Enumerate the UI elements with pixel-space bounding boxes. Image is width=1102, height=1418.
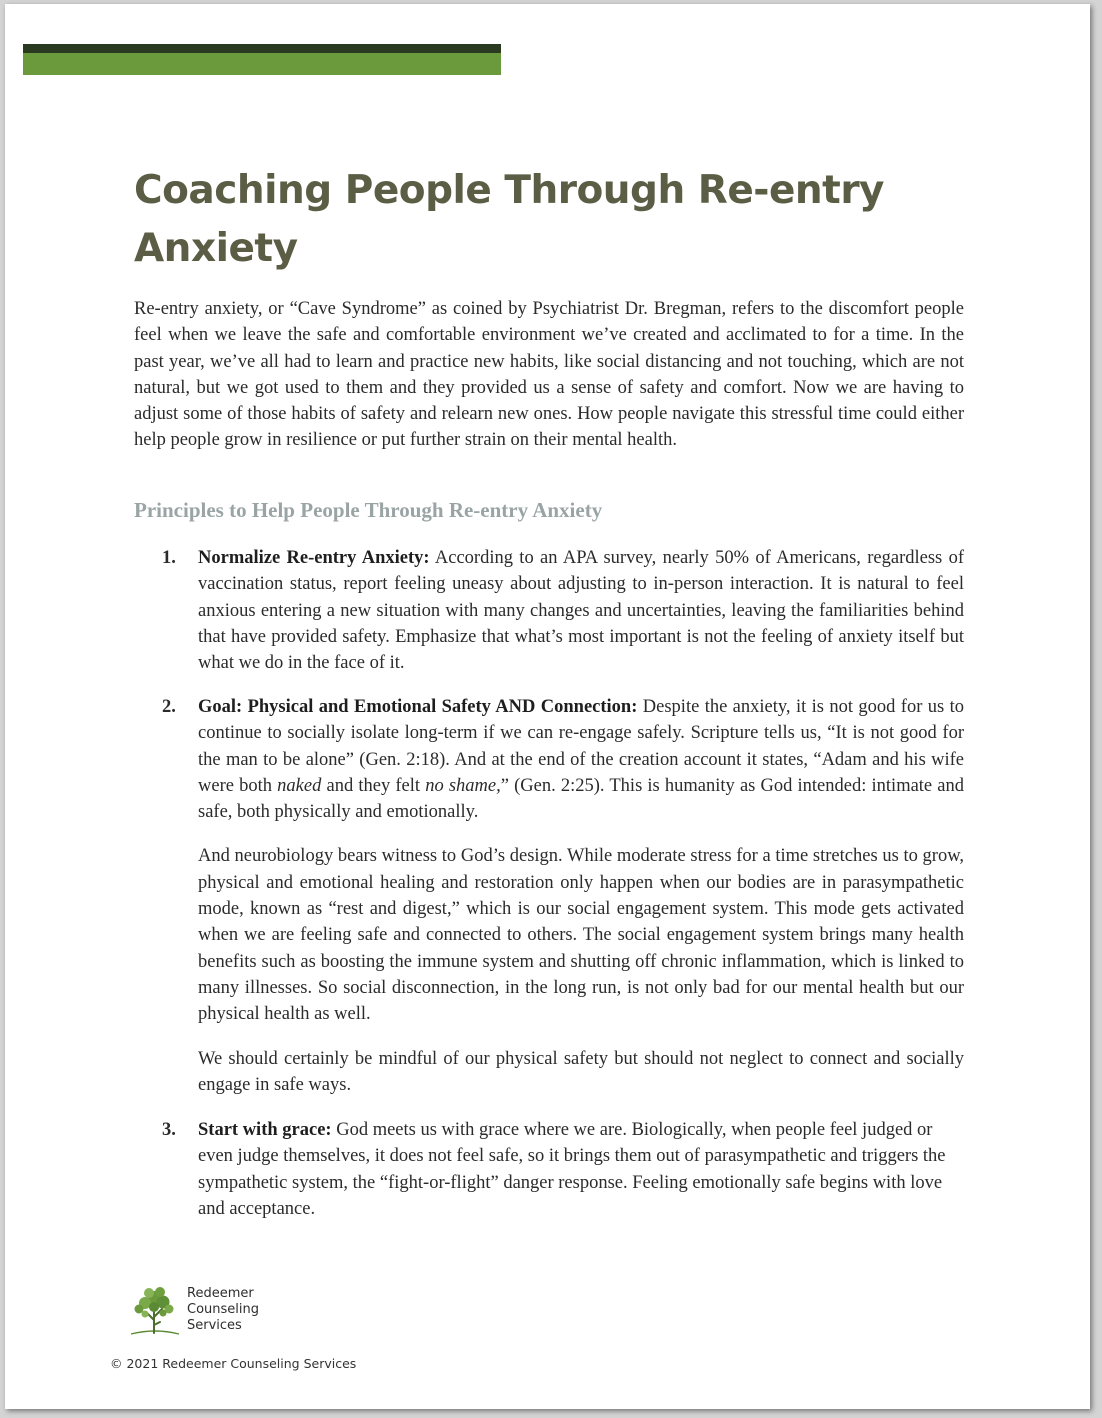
document-page <box>5 4 1090 1409</box>
header-bar-green <box>23 53 501 75</box>
principle-text: Despite the anxiety, it is not good for us to continue to socially isolate long-term if we can re-engage safely. Scripture tells us, “It is not good for the man to be alone” (Gen. 2:18). And at the end of the creation account it states, “Adam and his wife were both <box>198 697 964 796</box>
copyright-notice: © 2021 Redeemer Counseling Services <box>110 1356 357 1371</box>
principle-number: 2. <box>162 697 176 717</box>
logo-line: Counseling <box>187 1302 259 1317</box>
scripture-emphasis: no shame, <box>425 775 501 796</box>
page-title: Coaching People Through Re-entry Anxiety <box>134 168 884 271</box>
principle-item-3 <box>162 1117 964 1222</box>
principle-paragraph <box>198 1117 964 1222</box>
tree-icon <box>125 1282 183 1340</box>
logo-line: Redeemer <box>187 1286 254 1301</box>
principle-heading: Start with grace: <box>198 1120 332 1140</box>
principle-paragraph <box>198 545 964 676</box>
principle-number: 1. <box>162 548 176 568</box>
logo-wordmark <box>187 1286 259 1334</box>
neurobiology-paragraph: And neurobiology bears witness to God’s design. While moderate stress for a time stretches us to grow, physical and emotional healing and restoration only happen when our bodies are in parasympathetic mode, known as “rest and digest,” which is our social engagement system. This mode gets activated when we are feeling safe and connected to others. The social engagement system brings many health benefits such as boosting the immune system and shutting off chronic inflammation, which is linked to many illnesses. So social disconnection, in the long run, is not only bad for our mental health but our physical health as well. <box>198 846 964 1025</box>
principle-text: God meets us with grace where we are. Biologically, when people feel judged or even judge themselves, it does not feel safe, so it brings them out of parasympathetic and triggers the sympathetic system, the “fight-or-flight” danger response. Feeling emotionally safe begins with love and acceptance. <box>198 1120 946 1219</box>
principle-number: 3. <box>162 1120 176 1140</box>
section-heading: Principles to Help People Through Re-entry Anxiety <box>134 498 603 522</box>
header-bar-dark <box>23 44 501 53</box>
principle-heading: Goal: Physical and Emotional Safety AND Connection: <box>198 697 638 717</box>
principle-text: and they felt <box>321 775 426 796</box>
safety-paragraph: We should certainly be mindful of our physical safety but should not neglect to connect and socially engage in safe ways. <box>198 1048 964 1095</box>
principle-heading: Normalize Re-entry Anxiety: <box>198 548 430 568</box>
logo-line: Services <box>187 1318 242 1333</box>
principle-paragraph <box>198 694 964 825</box>
company-logo <box>125 1282 285 1340</box>
principle-item-1 <box>162 545 964 676</box>
scripture-emphasis: naked <box>277 775 322 796</box>
principle-text: ” (Gen. 2:25). This is humanity as God intended: intimate and safe, both physically and emotionally. <box>198 775 965 823</box>
principle-item-2 <box>162 694 965 1098</box>
principle-text: According to an APA survey, nearly 50% of Americans, regardless of vaccination status, report feeling uneasy about adjusting to in-person interaction. It is natural to feel anxious entering a new situation with many changes and uncertainties, leaving the familiarities behind that have provided safety. Emphasize that what’s most important is not the feeling of anxiety itself but what we do in the face of it. <box>198 548 964 674</box>
intro-paragraph: Re-entry anxiety, or “Cave Syndrome” as coined by Psychiatrist Dr. Bregman, refers to the discomfort people feel when we leave the safe and comfortable environment we’ve created and acclimated to for a time. In the past year, we’ve all had to learn and practice new habits, like social distancing and not touching, which are not natural, but we got used to them and they provided us a sense of safety and comfort. Now we are having to adjust some of those habits of safety and relearn new ones. How people navigate this stressful time could either help people grow in resilience or put further strain on their mental health. <box>134 299 964 451</box>
